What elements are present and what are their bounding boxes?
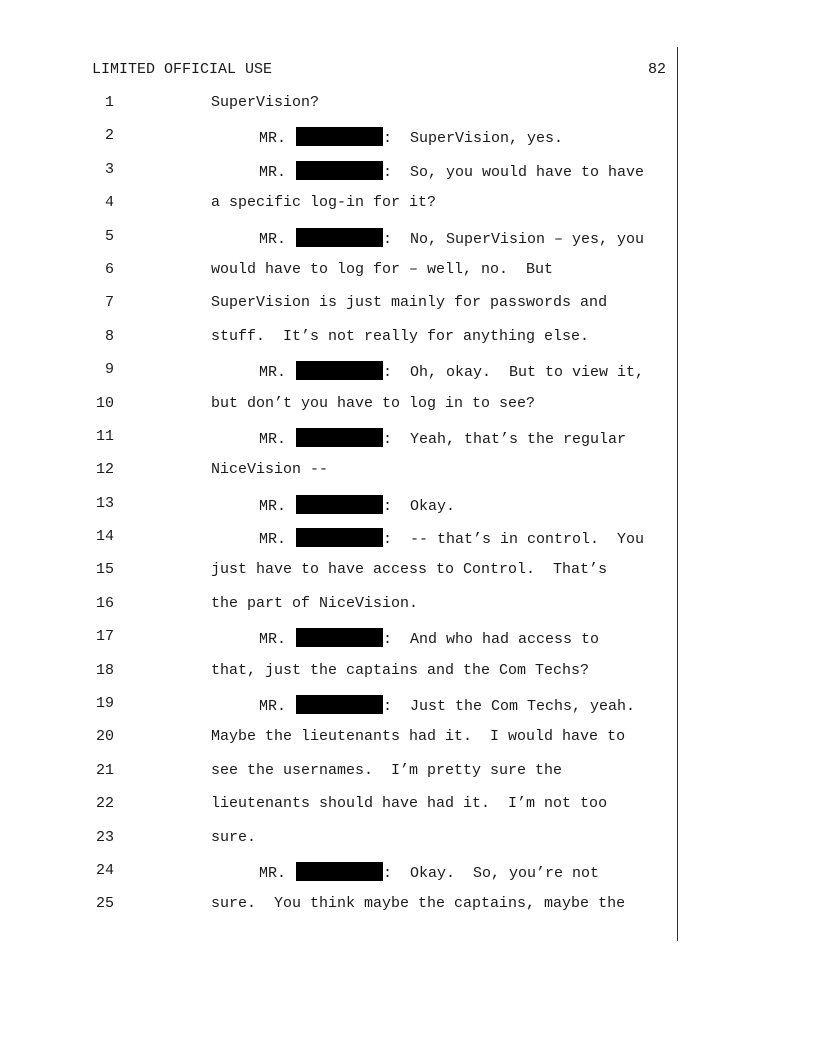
line-number: 9 [104, 361, 114, 379]
line-text [211, 795, 607, 813]
line-number: 2 [104, 127, 114, 145]
speaker-title: MR. [259, 698, 287, 716]
line-number: 11 [95, 427, 114, 445]
speech-text: SuperVision? [211, 94, 320, 111]
transcript-line [0, 862, 816, 895]
line-number: 24 [95, 861, 114, 879]
transcript-line [0, 194, 816, 227]
line-text [259, 161, 644, 182]
line-text [259, 528, 644, 549]
line-number: 20 [95, 728, 114, 746]
classification-marking: LIMITED OFFICIAL USE [92, 61, 273, 78]
speech-text: stuff. It’s not really for anything else. [211, 327, 590, 345]
speech-text: : No, SuperVision – yes, you [383, 230, 645, 248]
line-text [211, 94, 319, 112]
line-text [211, 561, 607, 579]
speech-text: just have to have access to Control. That’s [211, 561, 608, 579]
redacted-name-block [296, 428, 383, 447]
line-number: 3 [104, 160, 114, 178]
transcript-line [0, 461, 816, 494]
line-text [211, 895, 625, 913]
redacted-name-block [296, 361, 383, 380]
transcript-line [0, 895, 816, 928]
speaker-title: MR. [259, 364, 287, 382]
transcript-line [0, 728, 816, 761]
line-text [211, 662, 589, 680]
line-number: 18 [95, 661, 114, 679]
line-text [211, 595, 418, 613]
page-number: 82 [647, 61, 666, 78]
speaker-title: MR. [259, 531, 287, 549]
line-text [259, 695, 635, 716]
line-number: 19 [95, 695, 114, 713]
line-text [211, 461, 328, 479]
line-text [211, 194, 436, 212]
line-number: 4 [104, 194, 114, 212]
speech-text: the part of NiceVision. [211, 594, 419, 612]
speech-text: : Just the Com Techs, yeah. [383, 698, 636, 716]
line-text [211, 829, 256, 847]
transcript-line [0, 127, 816, 160]
line-number: 1 [104, 94, 114, 111]
line-text [211, 762, 562, 780]
redacted-name-block [296, 862, 383, 881]
line-number: 6 [104, 260, 114, 278]
line-number: 15 [95, 561, 114, 579]
transcript-line [0, 395, 816, 428]
line-text [259, 361, 644, 382]
transcript-line [0, 662, 816, 695]
transcript-line [0, 595, 816, 628]
speech-text: sure. [211, 828, 257, 846]
line-text [259, 228, 644, 249]
speech-text: Maybe the lieutenants had it. I would have to [211, 728, 626, 746]
speaker-title: MR. [259, 631, 287, 649]
line-number: 25 [95, 895, 114, 913]
transcript-line [0, 161, 816, 194]
speech-text: : And who had access to [383, 631, 600, 649]
redacted-name-block [296, 127, 383, 146]
speech-text: : So, you would have to have [383, 163, 645, 181]
speech-text: a specific log-in for it? [211, 194, 437, 212]
line-number: 8 [104, 327, 114, 345]
speech-text: sure. You think maybe the captains, maybe the [211, 895, 626, 913]
line-number: 22 [95, 795, 114, 813]
transcript-line [0, 94, 816, 127]
speech-text: : -- that’s in control. You [383, 531, 645, 549]
redacted-name-block [296, 695, 383, 714]
redacted-name-block [296, 628, 383, 647]
line-number: 10 [95, 394, 114, 412]
line-number: 16 [95, 594, 114, 612]
speaker-title: MR. [259, 497, 287, 515]
speech-text: that, just the captains and the Com Techs? [211, 661, 590, 679]
line-text [211, 261, 553, 279]
transcript-line [0, 795, 816, 828]
transcript-line [0, 695, 816, 728]
transcript-line [0, 561, 816, 594]
transcript-line [0, 829, 816, 862]
line-text [259, 495, 455, 516]
speech-text: : Okay. [383, 497, 456, 515]
line-text [259, 127, 563, 148]
speech-text: SuperVision is just mainly for passwords and [211, 294, 608, 312]
line-text [211, 728, 625, 746]
line-number: 12 [95, 461, 114, 479]
speaker-title: MR. [259, 430, 287, 448]
transcript-line [0, 528, 816, 561]
line-text [211, 294, 607, 312]
speech-text: : SuperVision, yes. [383, 130, 564, 148]
transcript-line [0, 762, 816, 795]
transcript-line [0, 261, 816, 294]
transcript-line [0, 328, 816, 361]
speech-text: would have to log for – well, no. But [211, 260, 554, 278]
line-text [211, 395, 535, 413]
speech-text: NiceVision -- [211, 461, 329, 479]
transcript-line [0, 294, 816, 327]
redacted-name-block [296, 495, 383, 514]
line-text [259, 628, 599, 649]
transcript-line [0, 428, 816, 461]
line-number: 17 [95, 628, 114, 646]
line-number: 23 [95, 828, 114, 846]
line-number: 14 [95, 528, 114, 546]
transcript-body [0, 94, 816, 929]
speaker-title: MR. [259, 163, 287, 181]
speech-text: but don’t you have to log in to see? [211, 394, 536, 412]
speech-text: see the usernames. I’m pretty sure the [211, 761, 563, 779]
speech-text: : Okay. So, you’re not [383, 864, 600, 882]
transcript-line [0, 361, 816, 394]
line-number: 5 [104, 227, 114, 245]
speech-text: lieutenants should have had it. I’m not too [211, 795, 608, 813]
transcript-line [0, 495, 816, 528]
line-number: 7 [104, 294, 114, 312]
speaker-title: MR. [259, 230, 287, 248]
line-number: 21 [95, 761, 114, 779]
line-text [259, 862, 599, 883]
redacted-name-block [296, 528, 383, 547]
redacted-name-block [296, 228, 383, 247]
transcript-line [0, 228, 816, 261]
line-text [211, 328, 589, 346]
line-number: 13 [95, 494, 114, 512]
speaker-title: MR. [259, 864, 287, 882]
redacted-name-block [296, 161, 383, 180]
line-text [259, 428, 626, 449]
speaker-title: MR. [259, 130, 287, 148]
speech-text: : Oh, okay. But to view it, [383, 364, 645, 382]
speech-text: : Yeah, that’s the regular [383, 430, 627, 448]
transcript-line [0, 628, 816, 661]
